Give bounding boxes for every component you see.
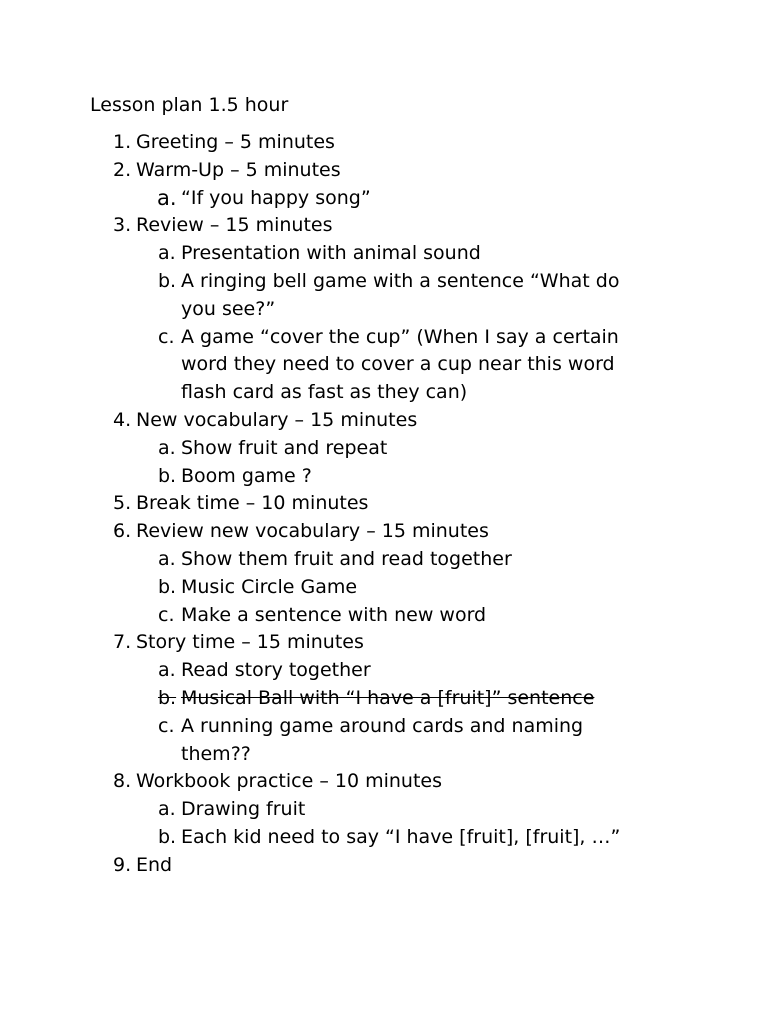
- substep-letter: b.: [158, 686, 177, 709]
- step-number: 4.: [113, 408, 132, 431]
- step-end: [0, 852, 768, 880]
- substep-running-game: [0, 713, 768, 769]
- substep-letter: a.: [158, 242, 176, 265]
- step-greeting: [0, 129, 768, 157]
- step-number: 9.: [113, 853, 132, 876]
- substep-happy-song: [0, 185, 768, 213]
- substep-make-sentence: [0, 602, 768, 630]
- substep-text: Show fruit and repeat: [181, 436, 388, 459]
- lesson-outline: [0, 129, 768, 880]
- substep-boom-game: [0, 463, 768, 491]
- step-workbook-practice: [0, 768, 768, 796]
- step-text: Greeting – 5 minutes: [136, 131, 335, 153]
- step-warm-up: [0, 157, 768, 185]
- step-review: [0, 212, 768, 240]
- step-number: 5.: [113, 492, 132, 515]
- substep-letter: b.: [158, 269, 177, 292]
- substep-cover-cup: [0, 324, 768, 407]
- step-text: Break time – 10 minutes: [136, 492, 369, 515]
- step-new-vocabulary: [0, 407, 768, 435]
- substep-show-fruit: [0, 435, 768, 463]
- step-text: Review – 15 minutes: [136, 214, 333, 237]
- substep-letter: a.: [158, 436, 176, 459]
- step-number: 1.: [113, 131, 132, 153]
- step-story-time: [0, 629, 768, 657]
- step-review-vocabulary: [0, 518, 768, 546]
- substep-letter: b.: [158, 464, 177, 487]
- substep-drawing-fruit: [0, 796, 768, 824]
- substep-text: Presentation with animal sound: [181, 242, 481, 265]
- step-number: 2.: [113, 158, 132, 181]
- substep-letter: b.: [158, 825, 177, 848]
- substep-letter: c.: [158, 714, 175, 737]
- step-text: End: [136, 853, 173, 876]
- substep-text: A running game around cards and naming them??: [181, 714, 584, 765]
- substep-text: Each kid need to say “I have [fruit], [fruit], …”: [181, 825, 621, 848]
- substep-text: “If you happy song”: [181, 186, 371, 209]
- substep-text: Drawing fruit: [181, 798, 306, 821]
- substep-text: Music Circle Game: [181, 575, 358, 598]
- substep-letter: c.: [158, 325, 175, 348]
- substep-animal-sound: [0, 240, 768, 268]
- substep-text: Musical Ball with “I have a [fruit]” sentence: [181, 686, 595, 709]
- substep-text: A game “cover the cup” (When I say a certain word they need to cover a cup near this word flash card as fast as they can): [181, 325, 619, 404]
- step-text: Warm-Up – 5 minutes: [136, 158, 341, 181]
- step-text: Story time – 15 minutes: [136, 631, 364, 654]
- substep-letter: b.: [158, 575, 177, 598]
- substep-letter: a.: [158, 798, 176, 821]
- substep-read-story: [0, 657, 768, 685]
- substep-letter: a.: [158, 659, 176, 682]
- substep-each-kid: [0, 824, 768, 852]
- substep-read-together: [0, 546, 768, 574]
- step-text: New vocabulary – 15 minutes: [136, 408, 418, 431]
- step-number: 8.: [113, 770, 132, 793]
- substep-music-circle: [0, 574, 768, 602]
- substep-ringing-bell: [0, 268, 768, 324]
- substep-text: Make a sentence with new word: [181, 603, 487, 626]
- step-text: Workbook practice – 10 minutes: [136, 770, 442, 793]
- substep-text: Read story together: [181, 659, 371, 682]
- lesson-plan-title: Lesson plan 1.5 hour: [90, 94, 289, 116]
- substep-letter: a.: [157, 185, 177, 210]
- substep-text: Boom game ?: [181, 464, 312, 487]
- step-text: Review new vocabulary – 15 minutes: [136, 520, 489, 543]
- step-number: 3.: [113, 214, 132, 237]
- step-number: 6.: [113, 520, 132, 543]
- substep-musical-ball-struck: [0, 685, 768, 713]
- substep-text: A ringing bell game with a sentence “What do you see?”: [181, 269, 620, 320]
- step-break-time: [0, 490, 768, 518]
- substep-letter: c.: [158, 603, 175, 626]
- substep-letter: a.: [158, 547, 176, 570]
- substep-text: Show them fruit and read together: [181, 547, 512, 570]
- step-number: 7.: [113, 631, 132, 654]
